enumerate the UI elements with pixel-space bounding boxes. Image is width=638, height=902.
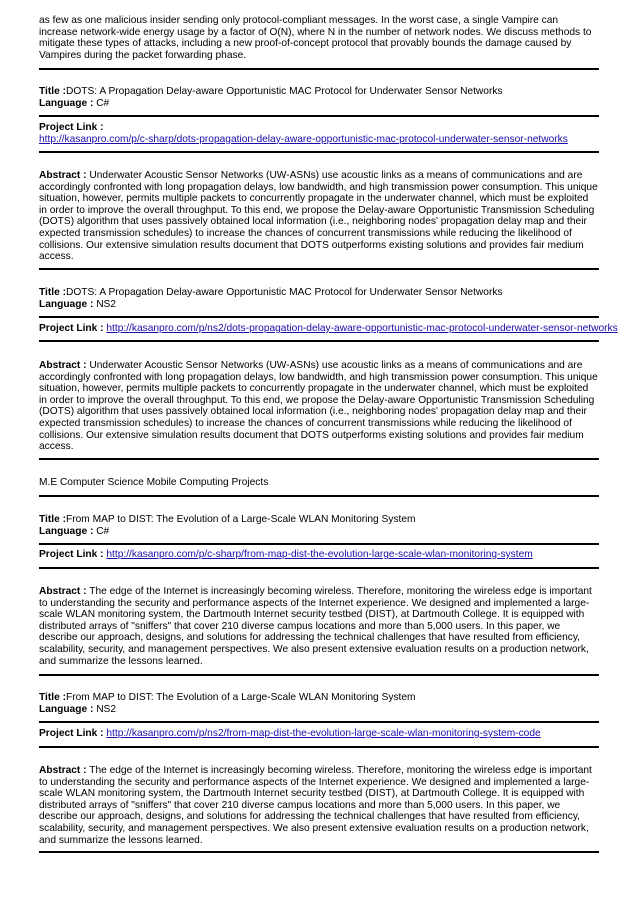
entry-1-link-block (39, 122, 599, 145)
entry-4-abstract (39, 765, 599, 846)
entry-title: From MAP to DIST: The Evolution of a Large-Scale WLAN Monitoring System (65, 514, 416, 525)
entry-title: From MAP to DIST: The Evolution of a Large-Scale WLAN Monitoring System (65, 692, 416, 703)
divider (39, 316, 599, 318)
entry-1-header (39, 86, 599, 109)
divider (39, 721, 599, 723)
entry-1-abstract (39, 170, 599, 263)
language-label: Language : (39, 525, 94, 537)
entry-3-link-block (39, 549, 599, 561)
entry-title: DOTS: A Propagation Delay-aware Opportunistic MAC Protocol for Underwater Sensor Networks (65, 86, 503, 97)
intro-text: as few as one malicious insider sending only protocol-compliant messages. In the worst case, a single Vampire can increase network-wide energy usage by a factor of O(N), where N in the number of network nodes. We discuss methods to mitigate these types of attacks, including a new proof-of-concept protocol that provably bounds the damage caused by Vampires during the packet forwarding phase. (39, 15, 592, 61)
entry-3-abstract (39, 586, 599, 667)
divider (39, 340, 599, 342)
divider (39, 746, 599, 748)
project-link-label: Project Link : (39, 323, 104, 334)
entry-language: NS2 (96, 703, 117, 715)
intro-paragraph (39, 15, 599, 61)
entry-title: DOTS: A Propagation Delay-aware Opportunistic MAC Protocol for Underwater Sensor Networks (65, 287, 503, 298)
divider (39, 543, 599, 545)
entry-2-link-block (39, 323, 638, 335)
entry-language: C# (96, 525, 110, 537)
abstract-text: The edge of the Internet is increasingly becoming wireless. Therefore, monitoring the wireless edge is important to understanding the security and performance aspects of the Internet experience. We designed and implemented a large-scale WLAN monitoring system, the Dartmouth Internet security testbed (DIST), at Dartmouth College. It is equipped with distributed arrays of "sniffers" that cover 210 diverse campus locations and more than 5,000 users. In this paper, we describe our approach, designs, and solutions for addressing the technical challenges that have resulted from efficiency, scalability, security, and management perspectives. We also present extensive evaluation results on a production network, and summarize the lessons learned. (39, 765, 592, 846)
abstract-text: The edge of the Internet is increasingly becoming wireless. Therefore, monitoring the wireless edge is important to understanding the security and performance aspects of the Internet experience. We designed and implemented a large-scale WLAN monitoring system, the Dartmouth Internet security testbed (DIST), at Dartmouth College. It is equipped with distributed arrays of "sniffers" that cover 210 diverse campus locations and more than 5,000 users. In this paper, we describe our approach, designs, and solutions for addressing the technical challenges that have resulted from efficiency, scalability, security, and management perspectives. We also present extensive evaluation results on a production network, and summarize the lessons learned. (39, 586, 592, 667)
entry-language: C# (96, 97, 110, 109)
divider (39, 268, 599, 270)
abstract-label: Abstract : (39, 360, 87, 371)
divider (39, 458, 599, 460)
entry-4-link-block (39, 728, 599, 740)
divider (39, 851, 599, 853)
section-heading-block (39, 477, 599, 489)
divider (39, 567, 599, 569)
entry-2-header (39, 287, 599, 310)
section-heading: M.E Computer Science Mobile Computing Projects (39, 477, 269, 488)
project-link-label: Project Link : (39, 728, 104, 739)
entry-4-header (39, 692, 599, 715)
project-link[interactable]: http://kasanpro.com/p/ns2/from-map-dist-the-evolution-large-scale-wlan-monitoring-system-code (106, 728, 541, 739)
entry-language: NS2 (96, 298, 117, 310)
project-link[interactable]: http://kasanpro.com/p/ns2/dots-propagation-delay-aware-opportunistic-mac-protocol-underwater-sensor-networks (106, 323, 618, 334)
project-link[interactable]: http://kasanpro.com/p/c-sharp/from-map-dist-the-evolution-large-scale-wlan-monitoring-system (106, 549, 533, 560)
abstract-label: Abstract : (39, 170, 87, 181)
abstract-text: Underwater Acoustic Sensor Networks (UW-ASNs) use acoustic links as a means of communications and are accordingly confronted with long propagation delays, low bandwidth, and high transmission power consumption. This unique situation, however, permits multiple packets to concurrently propagate in the underwater channel, which must be exploited in order to improve the overall throughput. To this end, we propose the Delay-aware Opportunistic Transmission Scheduling (DOTS) algorithm that uses passively obtained local information (i.e., neighboring nodes' propagation delay map and their expected transmission schedules) to increase the chances of concurrent transmissions while reducing the likelihood of collisions. Our extensive simulation results document that DOTS outperforms existing solutions and provides fair medium access. (39, 360, 598, 453)
title-label: Title : (39, 514, 66, 525)
abstract-label: Abstract : (39, 586, 87, 597)
divider (39, 115, 599, 117)
abstract-label: Abstract : (39, 765, 87, 776)
title-label: Title : (39, 692, 66, 703)
title-label: Title : (39, 287, 66, 298)
divider (39, 68, 599, 70)
divider (39, 495, 599, 497)
abstract-text: Underwater Acoustic Sensor Networks (UW-ASNs) use acoustic links as a means of communications and are accordingly confronted with long propagation delays, low bandwidth, and high transmission power consumption. This unique situation, however, permits multiple packets to concurrently propagate in the underwater channel, which must be exploited in order to improve the overall throughput. To this end, we propose the Delay-aware Opportunistic Transmission Scheduling (DOTS) algorithm that uses passively obtained local information (i.e., neighboring nodes' propagation delay map and their expected transmission schedules) to increase the chances of concurrent transmissions while reducing the likelihood of collisions. Our extensive simulation results document that DOTS outperforms existing solutions and provides fair medium access. (39, 170, 598, 263)
language-label: Language : (39, 703, 94, 715)
divider (39, 151, 599, 153)
title-label: Title : (39, 86, 66, 97)
entry-2-abstract (39, 360, 599, 453)
entry-3-header (39, 514, 599, 537)
project-link[interactable]: http://kasanpro.com/p/c-sharp/dots-propagation-delay-aware-opportunistic-mac-protocol-underwater-sensor-networks (39, 133, 568, 145)
project-link-label: Project Link : (39, 122, 104, 133)
language-label: Language : (39, 298, 94, 310)
project-link-label: Project Link : (39, 549, 104, 560)
language-label: Language : (39, 97, 94, 109)
divider (39, 674, 599, 676)
